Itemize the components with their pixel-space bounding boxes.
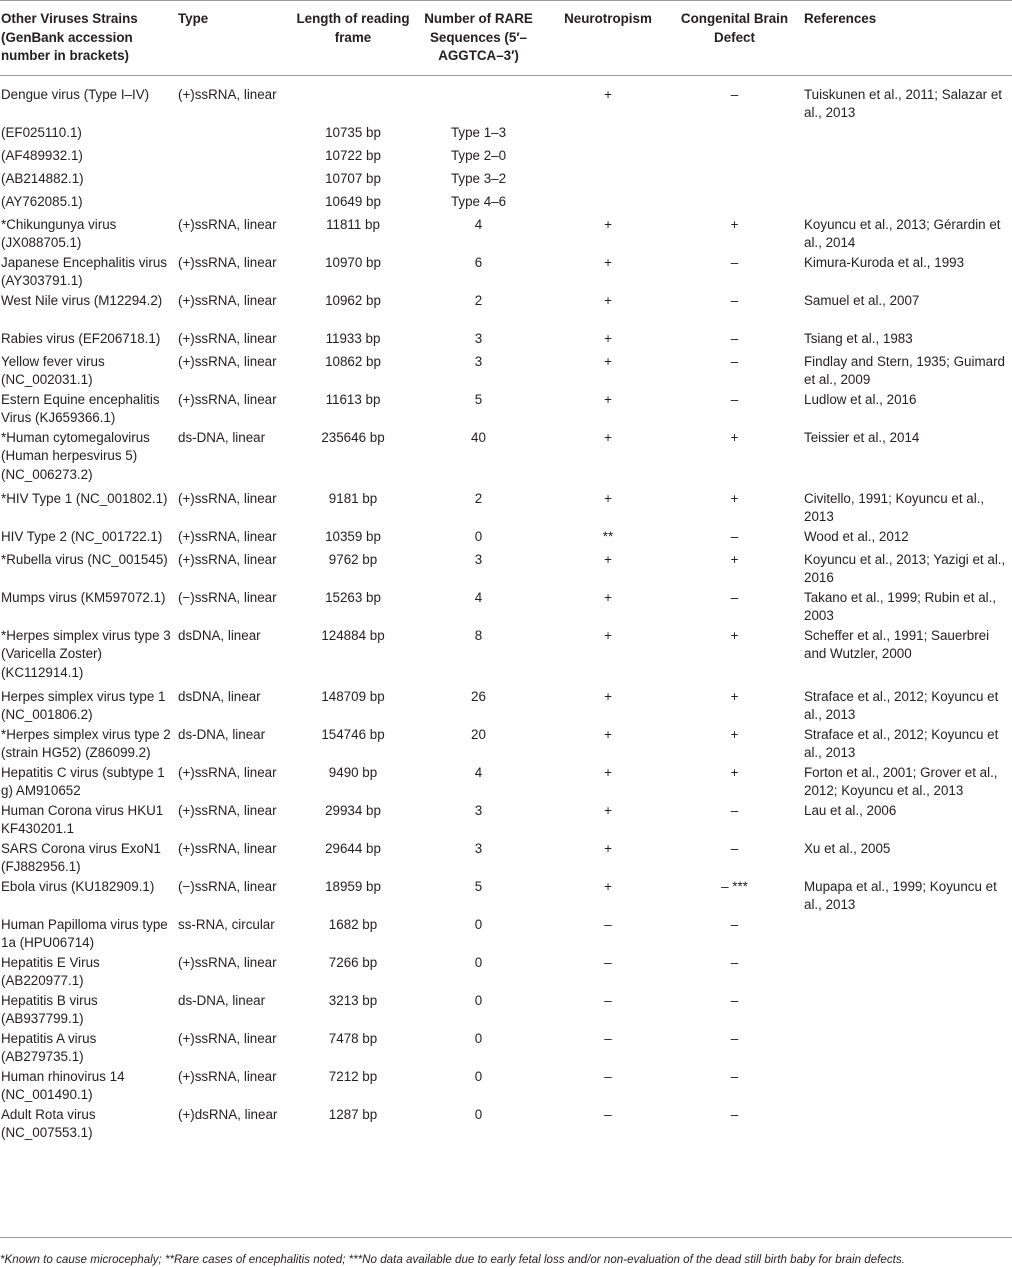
neurotropism-cell: – — [604, 1106, 612, 1122]
header-length: Length of reading frame — [296, 11, 410, 45]
strain-cell: (AF489932.1) — [1, 147, 83, 163]
type-cell — [178, 193, 294, 216]
strain-cell: *Human cytomegalovirus (Human herpesvirus 5) (NC_006273.2) — [1, 429, 150, 483]
rare-count-cell: 0 — [474, 916, 483, 932]
length-cell: 11933 bp — [325, 330, 381, 346]
header-references: References — [804, 11, 877, 26]
rare-count-cell: 0 — [474, 1106, 483, 1122]
strain-cell: *HIV Type 1 (NC_001802.1) — [1, 490, 168, 506]
brain-defect-cell: + — [730, 216, 739, 232]
table-row — [0, 878, 1012, 916]
references-cell: Samuel et al., 2007 — [804, 292, 920, 308]
type-cell: (+)ssRNA, linear — [178, 1068, 277, 1084]
rare-count-cell: 3 — [474, 840, 483, 856]
rare-count-cell: 0 — [474, 528, 483, 544]
table-row — [0, 726, 1012, 764]
references-cell: Tuiskunen et al., 2011; Salazar et al., 2013 — [804, 86, 1003, 121]
table-row — [0, 916, 1012, 954]
neurotropism-cell: + — [604, 391, 612, 407]
rare-count-cell: 0 — [474, 992, 483, 1008]
type-cell — [178, 124, 294, 147]
header-neurotropism: Neurotropism — [564, 11, 652, 26]
strain-cell: Human rhinovirus 14 (NC_001490.1) — [1, 1068, 125, 1103]
table-row — [0, 170, 1012, 193]
rare-count-cell: Type 2–0 — [450, 147, 507, 163]
references-cell: Scheffer et al., 1991; Sauerbrei and Wutzler, 2000 — [804, 627, 990, 662]
rare-count-cell: 0 — [474, 954, 483, 970]
type-cell: (+)ssRNA, linear — [178, 86, 277, 102]
type-cell: (+)ssRNA, linear — [178, 254, 277, 270]
neurotropism-cell — [545, 193, 671, 216]
table-row — [0, 147, 1012, 170]
strain-cell: Hepatitis C virus (subtype 1 g) AM910652 — [1, 764, 165, 799]
references-cell — [798, 954, 1012, 992]
rare-count-cell: 3 — [474, 353, 483, 369]
length-cell: 18959 bp — [325, 878, 381, 894]
neurotropism-cell: + — [604, 254, 612, 270]
table-row — [0, 551, 1012, 589]
strain-cell: Mumps virus (KM597072.1) — [1, 589, 166, 605]
table-row — [0, 124, 1012, 147]
type-cell — [178, 170, 294, 193]
strain-cell: *Herpes simplex virus type 2 (strain HG52) (Z86099.2) — [1, 726, 171, 761]
brain-defect-cell — [671, 147, 798, 170]
strain-cell: Hepatitis B virus (AB937799.1) — [1, 992, 98, 1027]
table-row — [0, 992, 1012, 1030]
length-cell: 3213 bp — [328, 992, 378, 1008]
length-cell: 10359 bp — [325, 528, 381, 544]
rare-count-cell: 5 — [474, 878, 483, 894]
brain-defect-cell — [671, 193, 798, 216]
references-cell: Tsiang et al., 1983 — [804, 330, 913, 346]
neurotropism-cell: + — [604, 292, 612, 308]
rare-count-cell: 20 — [471, 726, 486, 742]
references-cell: Straface et al., 2012; Koyuncu et al., 2013 — [804, 688, 999, 723]
neurotropism-cell: + — [604, 216, 612, 232]
brain-defect-cell: – — [730, 292, 739, 308]
length-cell: 10649 bp — [325, 193, 381, 209]
length-cell: 9490 bp — [328, 764, 378, 780]
table-row — [0, 1106, 1012, 1152]
type-cell: ds-DNA, linear — [178, 726, 266, 742]
type-cell: ss-RNA, circular — [178, 916, 275, 932]
brain-defect-cell: – *** — [721, 878, 748, 894]
strain-cell: Ebola virus (KU182909.1) — [1, 878, 155, 894]
neurotropism-cell: + — [604, 353, 612, 369]
type-cell: (+)ssRNA, linear — [178, 292, 277, 308]
references-cell: Straface et al., 2012; Koyuncu et al., 2013 — [804, 726, 999, 761]
rare-count-cell: 4 — [474, 589, 483, 605]
length-cell: 7478 bp — [328, 1030, 378, 1046]
references-cell: Civitello, 1991; Koyuncu et al., 2013 — [804, 490, 985, 525]
brain-defect-cell: – — [730, 954, 739, 970]
strain-cell: West Nile virus (M12294.2) — [1, 292, 163, 308]
references-cell — [798, 1030, 1012, 1068]
type-cell: ds-DNA, linear — [178, 992, 266, 1008]
neurotropism-cell: + — [604, 802, 612, 818]
length-cell: 1287 bp — [328, 1106, 378, 1122]
neurotropism-cell — [545, 147, 671, 170]
neurotropism-cell: + — [604, 429, 612, 445]
type-cell: (+)ssRNA, linear — [178, 840, 277, 856]
length-cell: 29934 bp — [325, 802, 381, 818]
table-body — [0, 75, 1012, 1152]
brain-defect-cell — [671, 170, 798, 193]
length-cell — [294, 75, 412, 124]
rare-count-cell — [412, 75, 545, 124]
type-cell: (+)ssRNA, linear — [178, 802, 277, 818]
length-cell: 11811 bp — [326, 216, 380, 232]
neurotropism-cell: + — [604, 589, 612, 605]
table-row — [0, 954, 1012, 992]
length-cell: 10970 bp — [325, 254, 381, 270]
brain-defect-cell: – — [730, 330, 739, 346]
type-cell: (+)ssRNA, linear — [178, 1030, 277, 1046]
length-cell: 9762 bp — [328, 551, 378, 567]
rare-count-cell: 8 — [474, 627, 483, 643]
strain-cell: Yellow fever virus (NC_002031.1) — [1, 353, 105, 388]
strain-cell: Dengue virus (Type I–IV) — [1, 86, 150, 102]
type-cell: (−)ssRNA, linear — [178, 878, 277, 894]
table-row — [0, 764, 1012, 802]
strain-cell: (AB214882.1) — [1, 170, 84, 186]
length-cell: 10862 bp — [325, 353, 381, 369]
length-cell: 10707 bp — [325, 170, 381, 186]
references-cell: Xu et al., 2005 — [804, 840, 891, 856]
length-cell: 148709 bp — [321, 688, 385, 704]
neurotropism-cell: + — [604, 490, 612, 506]
references-cell — [798, 124, 1012, 147]
header-strain: Other Viruses Strains (GenBank accession number in brackets) — [1, 11, 138, 63]
type-cell: ds-DNA, linear — [178, 429, 266, 445]
references-cell: Mupapa et al., 1999; Koyuncu et al., 2013 — [804, 878, 997, 913]
references-cell — [798, 147, 1012, 170]
rare-count-cell: 2 — [474, 292, 483, 308]
strain-cell: Estern Equine encephalitis Virus (KJ659366.1) — [1, 391, 160, 426]
strain-cell: Human Corona virus HKU1 KF430201.1 — [1, 802, 164, 837]
brain-defect-cell — [671, 124, 798, 147]
neurotropism-cell: + — [604, 878, 612, 894]
table-row — [0, 391, 1012, 429]
rare-count-cell: 3 — [474, 802, 483, 818]
rare-count-cell: 26 — [471, 688, 486, 704]
strain-cell: *Herpes simplex virus type 3 (Varicella Zoster) (KC112914.1) — [1, 627, 171, 681]
length-cell: 1682 bp — [328, 916, 378, 932]
strain-cell: Human Papilloma virus type 1a (HPU06714) — [1, 916, 168, 951]
references-cell — [798, 1106, 1012, 1152]
length-cell: 10722 bp — [325, 147, 381, 163]
type-cell: (+)ssRNA, linear — [178, 490, 277, 506]
references-cell — [798, 193, 1012, 216]
references-cell: Ludlow et al., 2016 — [804, 391, 917, 407]
table-row — [0, 330, 1012, 353]
references-cell: Takano et al., 1999; Rubin et al., 2003 — [804, 589, 997, 624]
brain-defect-cell: – — [730, 589, 739, 605]
rare-count-cell: 3 — [474, 551, 483, 567]
rare-count-cell: Type 3–2 — [450, 170, 507, 186]
neurotropism-cell: + — [604, 726, 612, 742]
references-cell — [798, 170, 1012, 193]
table-row — [0, 840, 1012, 878]
brain-defect-cell: + — [730, 551, 739, 567]
neurotropism-cell: – — [604, 916, 612, 932]
length-cell: 9181 bp — [328, 490, 378, 506]
type-cell: dsDNA, linear — [178, 688, 261, 704]
neurotropism-cell: + — [604, 627, 612, 643]
rare-count-cell: Type 4–6 — [450, 193, 507, 209]
references-cell: Forton et al., 2001; Grover et al., 2012; Koyuncu et al., 2013 — [804, 764, 998, 799]
references-cell — [798, 992, 1012, 1030]
rare-count-cell: Type 1–3 — [450, 124, 507, 140]
table-header — [0, 1, 1012, 76]
length-cell: 124884 bp — [321, 627, 385, 643]
neurotropism-cell: – — [604, 1030, 612, 1046]
neurotropism-cell: + — [604, 330, 612, 346]
rare-count-cell: 0 — [474, 1068, 483, 1084]
neurotropism-cell: ** — [602, 528, 614, 544]
references-cell — [798, 916, 1012, 954]
references-cell: Teissier et al., 2014 — [804, 429, 920, 445]
table-row — [0, 688, 1012, 726]
neurotropism-cell — [545, 170, 671, 193]
neurotropism-cell: + — [604, 764, 612, 780]
table-row — [0, 490, 1012, 528]
brain-defect-cell: + — [730, 726, 739, 742]
neurotropism-cell: + — [604, 840, 612, 856]
neurotropism-cell — [545, 124, 671, 147]
header-congenital-brain-defect: Congenital Brain Defect — [680, 11, 789, 45]
table-row — [0, 528, 1012, 551]
table-row — [0, 627, 1012, 688]
type-cell: (+)ssRNA, linear — [178, 216, 277, 232]
table-footnote: *Known to cause microcephaly; **Rare cases of encephalitis noted; ***No data available due to early fetal loss and/or non-evaluation of the dead still birth baby for brain defects. — [0, 1237, 1012, 1266]
strain-cell: *Rubella virus (NC_001545) — [1, 551, 168, 567]
table-row — [0, 802, 1012, 840]
strain-cell: Adult Rota virus (NC_007553.1) — [1, 1106, 96, 1141]
neurotropism-cell: + — [604, 551, 612, 567]
brain-defect-cell: – — [730, 992, 739, 1008]
brain-defect-cell: + — [730, 688, 739, 704]
type-cell: (+)ssRNA, linear — [178, 954, 277, 970]
rare-count-cell: 3 — [474, 330, 483, 346]
type-cell: (+)ssRNA, linear — [178, 528, 277, 544]
neurotropism-cell: + — [604, 688, 612, 704]
brain-defect-cell: + — [730, 490, 739, 506]
table-row — [0, 589, 1012, 627]
rare-count-cell: 2 — [474, 490, 483, 506]
brain-defect-cell: – — [730, 528, 739, 544]
neurotropism-cell: – — [604, 954, 612, 970]
table-row — [0, 193, 1012, 216]
header-rare-sequences: Number of RARE Sequences (5′–AGGTCA–3′) — [424, 11, 533, 63]
strain-cell: Herpes simplex virus type 1 (NC_001806.2) — [1, 688, 166, 723]
type-cell: dsDNA, linear — [178, 627, 261, 643]
references-cell — [798, 1068, 1012, 1106]
length-cell: 7266 bp — [328, 954, 378, 970]
brain-defect-cell: – — [730, 802, 739, 818]
references-cell: Kimura-Kuroda et al., 1993 — [804, 254, 965, 270]
strain-cell: Japanese Encephalitis virus (AY303791.1) — [1, 254, 167, 289]
rare-count-cell: 0 — [474, 1030, 483, 1046]
table-row — [0, 216, 1012, 254]
rare-count-cell: 4 — [474, 216, 483, 232]
table-row — [0, 292, 1012, 330]
rare-count-cell: 6 — [474, 254, 483, 270]
brain-defect-cell: – — [730, 1106, 739, 1122]
table-row — [0, 353, 1012, 391]
references-cell: Koyuncu et al., 2013; Yazigi et al., 2016 — [804, 551, 1006, 586]
type-cell: (+)dsRNA, linear — [178, 1106, 278, 1122]
type-cell: (+)ssRNA, linear — [178, 551, 277, 567]
brain-defect-cell: – — [730, 916, 739, 932]
header-type: Type — [178, 11, 209, 26]
type-cell: (+)ssRNA, linear — [178, 764, 277, 780]
strain-cell: (AY762085.1) — [1, 193, 83, 209]
length-cell: 7212 bp — [328, 1068, 378, 1084]
type-cell — [178, 147, 294, 170]
strain-cell: Hepatitis A virus (AB279735.1) — [1, 1030, 97, 1065]
brain-defect-cell: – — [730, 86, 739, 102]
references-cell: Lau et al., 2006 — [804, 802, 897, 818]
length-cell: 10962 bp — [325, 292, 381, 308]
type-cell: (−)ssRNA, linear — [178, 589, 277, 605]
strain-cell: Hepatitis E Virus (AB220977.1) — [1, 954, 100, 989]
strain-cell: (EF025110.1) — [1, 124, 82, 140]
brain-defect-cell: + — [730, 429, 739, 445]
brain-defect-cell: – — [730, 353, 739, 369]
references-cell: Wood et al., 2012 — [804, 528, 909, 544]
strain-cell: SARS Corona virus ExoN1 (FJ882956.1) — [1, 840, 162, 875]
strain-cell: *Chikungunya virus (JX088705.1) — [1, 216, 117, 251]
strain-cell: Rabies virus (EF206718.1) — [1, 330, 161, 346]
brain-defect-cell: – — [730, 254, 739, 270]
brain-defect-cell: – — [730, 391, 739, 407]
length-cell: 29644 bp — [325, 840, 381, 856]
table-row — [0, 1030, 1012, 1068]
table-row — [0, 254, 1012, 292]
length-cell: 15263 bp — [325, 589, 381, 605]
brain-defect-cell: – — [730, 1068, 739, 1084]
references-cell: Koyuncu et al., 2013; Gérardin et al., 2014 — [804, 216, 1001, 251]
rare-count-cell: 5 — [474, 391, 483, 407]
brain-defect-cell: + — [730, 627, 739, 643]
brain-defect-cell: – — [730, 1030, 739, 1046]
brain-defect-cell: + — [730, 764, 739, 780]
table-row — [0, 429, 1012, 490]
brain-defect-cell: – — [730, 840, 739, 856]
table-row — [0, 75, 1012, 124]
length-cell: 154746 bp — [321, 726, 385, 742]
type-cell: (+)ssRNA, linear — [178, 391, 277, 407]
neurotropism-cell: – — [604, 1068, 612, 1084]
neurotropism-cell: – — [604, 992, 612, 1008]
references-cell: Findlay and Stern, 1935; Guimard et al., 2009 — [804, 353, 1005, 388]
strain-cell: HIV Type 2 (NC_001722.1) — [1, 528, 163, 544]
rare-count-cell: 40 — [471, 429, 486, 445]
length-cell: 11613 bp — [325, 391, 381, 407]
type-cell: (+)ssRNA, linear — [178, 353, 277, 369]
neurotropism-cell: + — [604, 86, 612, 102]
type-cell: (+)ssRNA, linear — [178, 330, 277, 346]
table-row — [0, 1068, 1012, 1106]
length-cell: 10735 bp — [325, 124, 381, 140]
length-cell: 235646 bp — [321, 429, 385, 445]
rare-count-cell: 4 — [474, 764, 483, 780]
